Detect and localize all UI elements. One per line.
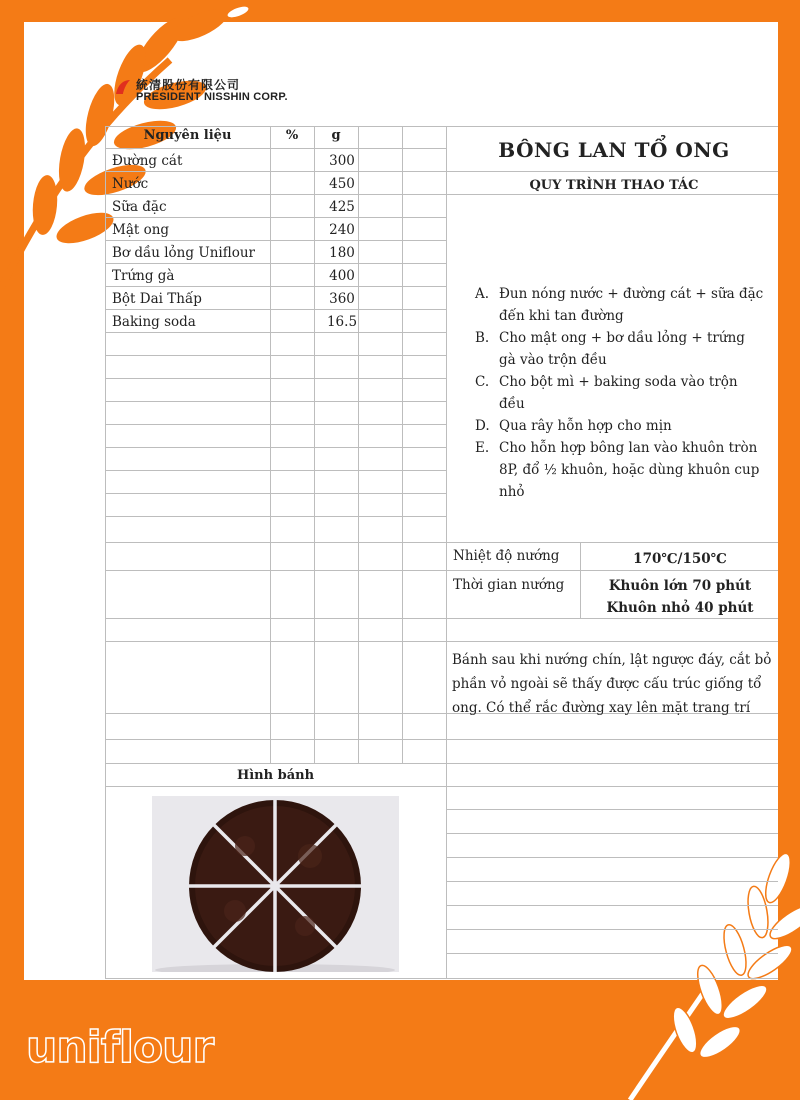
ingredient-header-percent: % — [285, 128, 299, 143]
ingredient-name: Bơ dầu lỏng Uniflour — [112, 245, 255, 261]
ingredient-name: Bột Dai Thấp — [112, 291, 202, 307]
step-text: Đun nóng nước + đường cát + sữa đặc đến khi tan đường — [499, 286, 764, 324]
cake-photo — [152, 796, 399, 972]
ingredient-grams: 300 — [329, 153, 355, 169]
ingredient-name: Baking soda — [112, 314, 196, 330]
process-step — [475, 327, 765, 371]
ingredient-grams: 240 — [329, 222, 355, 238]
ingredient-grams: 180 — [329, 245, 355, 261]
cake-photo-label: Hình bánh — [236, 768, 315, 783]
process-step — [475, 437, 765, 503]
process-steps — [475, 283, 765, 503]
recipe-title: BÔNG LAN TỔ ONG — [498, 138, 730, 162]
ingredient-grams: 425 — [329, 199, 355, 215]
logo-chinese-text: 統清股份有限公司 — [136, 78, 241, 92]
logo-english-text: PRESIDENT NISSHIN CORP. — [136, 91, 288, 103]
wheat-decoration-bottom-right — [610, 850, 800, 1100]
ingredient-header-grams: g — [331, 128, 341, 143]
ingredient-name: Nước — [112, 176, 149, 192]
ingredient-name: Mật ong — [112, 222, 170, 238]
ingredient-grams: 16.5 — [326, 314, 358, 330]
ingredient-name: Trứng gà — [112, 268, 175, 284]
ingredient-name: Đường cát — [112, 153, 183, 169]
process-step — [475, 283, 765, 327]
process-step — [475, 415, 765, 437]
ingredient-grams: 400 — [329, 268, 355, 284]
process-step — [475, 371, 765, 415]
uniflour-brand-logo: uniflour — [26, 1022, 214, 1073]
ingredient-grams: 360 — [329, 291, 355, 307]
ingredient-grams: 450 — [329, 176, 355, 192]
baking-time-label: Thời gian nướng — [453, 577, 565, 593]
baking-time-small: Khuôn nhỏ 40 phút — [606, 600, 754, 616]
step-text: Cho mật ong + bơ dầu lỏng + trứng gà vào trộn đều — [499, 330, 745, 368]
president-logo-icon — [114, 78, 132, 96]
ingredient-header-name: Nguyên liệu — [143, 128, 232, 143]
ingredient-name: Sữa đặc — [112, 199, 167, 215]
baking-temperature-value: 170℃/150℃ — [633, 551, 727, 567]
baking-temperature-label: Nhiệt độ nướng — [453, 548, 560, 564]
step-text: Cho bột mì + baking soda vào trộn đều — [499, 374, 738, 412]
baking-time-large: Khuôn lớn 70 phút — [608, 578, 752, 594]
step-letter: D. — [475, 418, 490, 434]
step-letter: B. — [475, 330, 490, 346]
step-text: Qua rây hỗn hợp cho mịn — [499, 418, 672, 434]
step-text: Cho hỗn hợp bông lan vào khuôn tròn 8P, đổ ½ khuôn, hoặc dùng khuôn cup nhỏ — [499, 440, 760, 500]
step-letter: C. — [475, 374, 490, 390]
step-letter: A. — [475, 286, 490, 302]
finishing-note: Bánh sau khi nướng chín, lật ngược đáy, cắt bỏ phần vỏ ngoài sẽ thấy được cấu trúc giống tổ ong. Có thể rắc đường xay lên mặt trang trí — [452, 652, 772, 716]
sliced-cake-image — [152, 796, 399, 972]
process-subtitle: QUY TRÌNH THAO TÁC — [529, 178, 699, 193]
step-letter: E. — [475, 440, 490, 456]
